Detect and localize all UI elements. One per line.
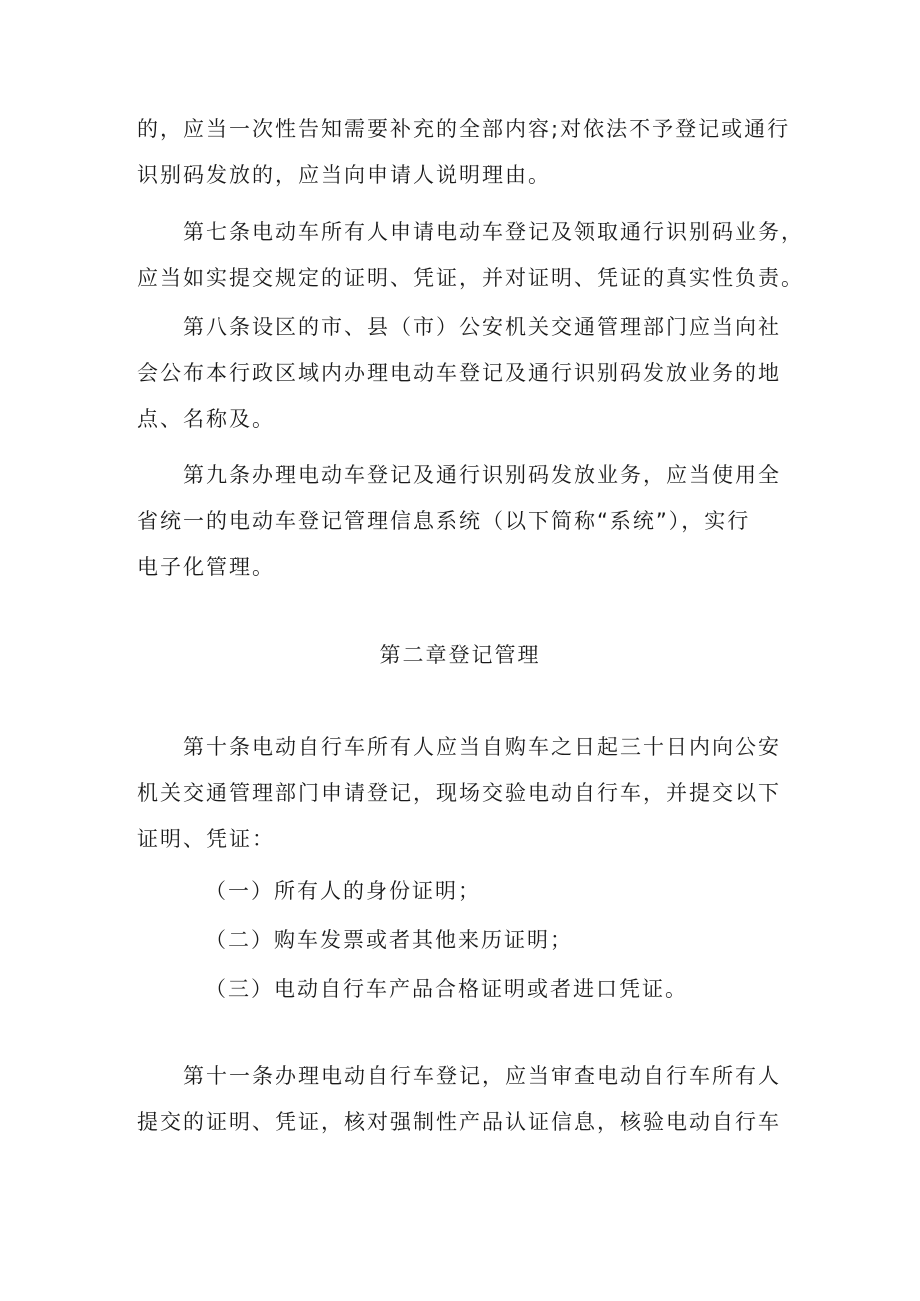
text-line: 机关交通管理部门申请登记，现场交验电动自行车，并提交以下 (137, 781, 781, 805)
text-line: 点、名称及。 (137, 407, 275, 431)
text-line: 第九条办理电动车登记及通行识别码发放业务，应当使用全 (183, 463, 781, 487)
text-line: 提交的证明、凭证，核对强制性产品认证信息，核验电动自行车 (137, 1110, 781, 1134)
text-line: 电子化管理。 (137, 555, 275, 579)
paragraph-continuation (137, 106, 799, 198)
article-11 (137, 1053, 799, 1145)
text-line: 第十条电动自行车所有人应当自购车之日起三十日内向公安 (183, 735, 781, 759)
article-8 (137, 304, 799, 442)
text-line: 省统一的电动车登记管理信息系统（以下简称“系统”），实行 (137, 509, 751, 533)
text-line: 应当如实提交规定的证明、凭证，并对证明、凭证的真实性负责。 (137, 266, 804, 290)
article-10 (137, 724, 799, 862)
list-item: （二）购车发票或者其他来历证明； (205, 928, 573, 952)
text-line: 识别码发放的，应当向申请人说明理由。 (137, 163, 551, 187)
text-line: 会公布本行政区域内办理电动车登记及通行识别码发放业务的地 (137, 361, 781, 385)
text-line: 证明、凭证： (137, 827, 275, 851)
article-9 (137, 452, 799, 590)
list-item: （三）电动自行车产品合格证明或者进口凭证。 (205, 977, 688, 1001)
text-line: 的，应当一次性告知需要补充的全部内容;对依法不予登记或通行 (137, 117, 791, 141)
chapter-heading: 第二章登记管理 (379, 643, 541, 667)
text-line: 第八条设区的市、县（市）公安机关交通管理部门应当向社 (183, 315, 781, 339)
list-item: （一）所有人的身份证明； (205, 879, 481, 903)
text-line: 第十一条办理电动自行车登记，应当审查电动自行车所有人 (183, 1064, 781, 1088)
article-7 (137, 209, 804, 301)
text-line: 第七条电动车所有人申请电动车登记及领取通行识别码业务， (183, 220, 804, 244)
